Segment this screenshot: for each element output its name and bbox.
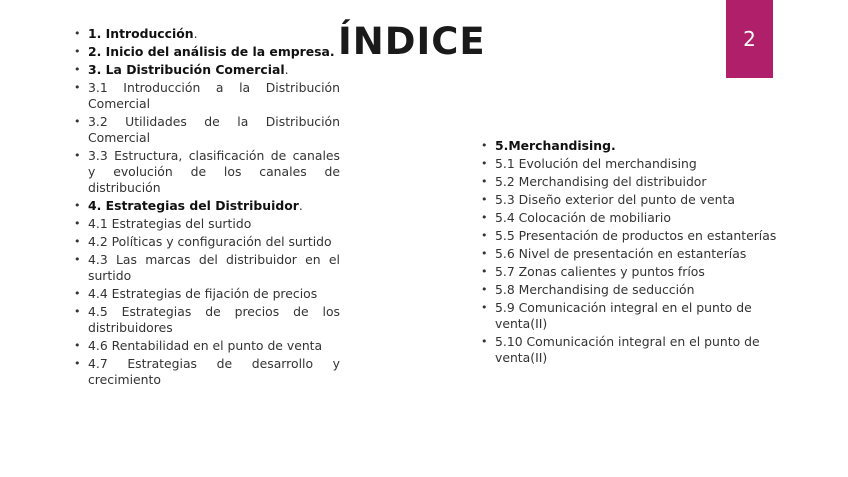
index-item [479,264,792,280]
index-item-label: 5.3 Diseño exterior del punto de venta [495,192,735,207]
index-item [72,26,340,42]
index-item-label: 2. Inicio del análisis de la empresa. [88,44,335,59]
bullet-icon: • [481,193,488,206]
index-item [479,300,792,332]
left-index-list [72,26,340,390]
index-item [72,304,340,336]
bullet-icon: • [481,157,488,170]
index-item [72,338,340,354]
index-item [72,234,340,250]
index-item [479,174,792,190]
bullet-icon: • [481,335,488,348]
bullet-icon: • [74,235,81,248]
bullet-icon: • [74,339,81,352]
index-item-label: 4.2 Políticas y configuración del surtido [88,234,332,249]
index-item [72,62,340,78]
bullet-icon: • [481,229,488,242]
bullet-icon: • [481,211,488,224]
bullet-icon: • [74,253,81,266]
index-item-label: 5.2 Merchandising del distribuidor [495,174,707,189]
index-item [72,198,340,214]
index-item-label: 5.7 Zonas calientes y puntos fríos [495,264,705,279]
index-item-label: 5.1 Evolución del merchandising [495,156,697,171]
index-item-label: 4.7 Estrategias de desarrollo y crecimiento [88,356,340,387]
bullet-icon: • [74,27,81,40]
bullet-icon: • [481,139,488,152]
index-item-label: 4.5 Estrategias de precios de los distribuidores [88,304,340,335]
index-item [479,228,792,244]
index-item [72,44,340,60]
bullet-icon: • [74,357,81,370]
index-item-label: 3.3 Estructura, clasificación de canales y evolución de los canales de distribución [88,148,340,195]
index-item [72,114,340,146]
index-item-label: 5.9 Comunicación integral en el punto de venta(II) [495,300,752,331]
bullet-icon: • [481,247,488,260]
bullet-icon: • [74,81,81,94]
index-item-label: 3.1 Introducción a la Distribución Comercial [88,80,340,111]
page-number: 2 [743,27,756,51]
index-item [72,356,340,388]
bullet-icon: • [481,283,488,296]
bullet-icon: • [74,217,81,230]
index-item-label: 4.1 Estrategias del surtido [88,216,252,231]
index-item [479,210,792,226]
index-item-label: 4. Estrategias del Distribuidor. [88,198,303,213]
bullet-icon: • [74,115,81,128]
page-number-badge [726,0,773,78]
bullet-icon: • [74,287,81,300]
right-index-list [479,138,792,368]
bullet-icon: • [74,149,81,162]
bullet-icon: • [481,301,488,314]
index-item [479,282,792,298]
bullet-icon: • [481,265,488,278]
index-item [72,216,340,232]
index-item-label: 5.6 Nivel de presentación en estanterías [495,246,747,261]
index-item-label: 1. Introducción. [88,26,198,41]
index-item [72,80,340,112]
index-item [72,252,340,284]
index-item-label: 3. La Distribución Comercial. [88,62,289,77]
slide-title: ÍNDICE [338,20,486,63]
index-item-label: 5.10 Comunicación integral en el punto de venta(II) [495,334,760,365]
index-item-label: 5.Merchandising. [495,138,616,153]
index-item-label: 5.4 Colocación de mobiliario [495,210,671,225]
index-item [72,148,340,196]
index-item [479,246,792,262]
bullet-icon: • [74,45,81,58]
bullet-icon: • [74,199,81,212]
index-item-label: 5.5 Presentación de productos en estanterías [495,228,777,243]
index-item [479,192,792,208]
index-item [479,334,792,366]
index-item-label: 4.3 Las marcas del distribuidor en el surtido [88,252,340,283]
index-item-label: 3.2 Utilidades de la Distribución Comercial [88,114,340,145]
index-item-label: 4.6 Rentabilidad en el punto de venta [88,338,323,353]
bullet-icon: • [74,63,81,76]
bullet-icon: • [74,305,81,318]
index-item-label: 5.8 Merchandising de seducción [495,282,695,297]
index-item [72,286,340,302]
bullet-icon: • [481,175,488,188]
index-item [479,138,792,154]
index-item [479,156,792,172]
index-item-label: 4.4 Estrategias de fijación de precios [88,286,318,301]
